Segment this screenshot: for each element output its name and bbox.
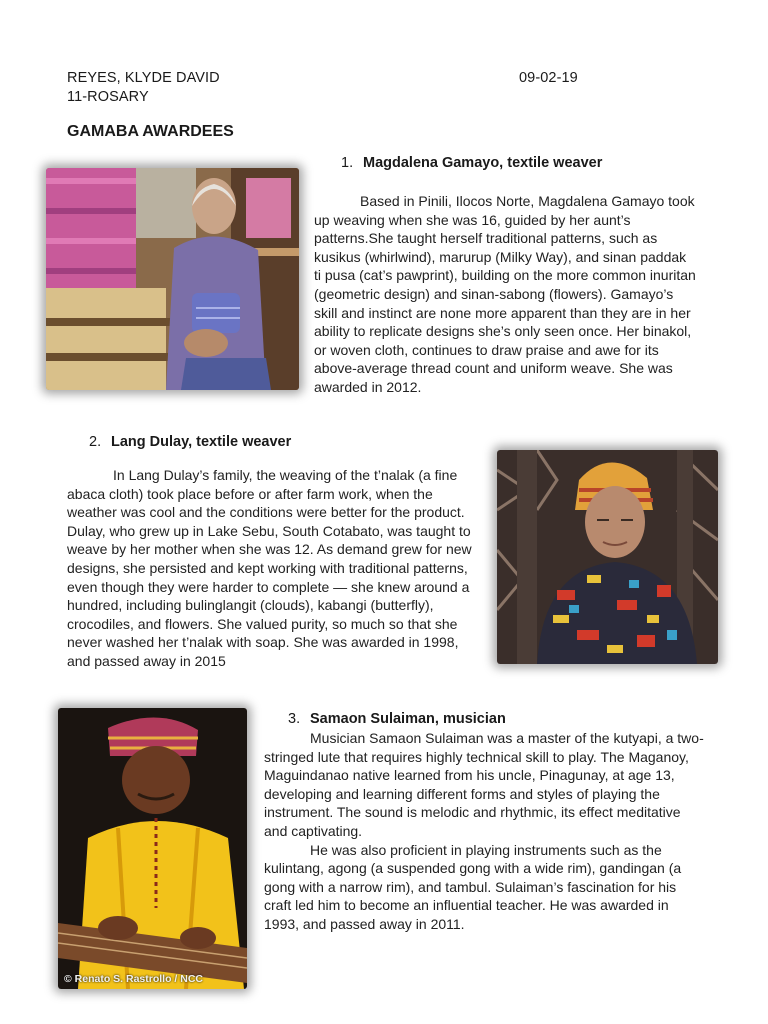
- awardee-heading: [341, 155, 602, 171]
- student-name: REYES, KLYDE DAVID: [67, 70, 220, 86]
- paragraph: In Lang Dulay’s family, the weaving of the t’nalak (a fine abaca cloth) took place before or after farm work, when the weather was cool and the conditions were better for the product. Dulay, who grew up in Lake Sebu, South Cotabato, was taught to weave by her mother when she was 12. As demand grew for new designs, she persisted and kept working with traditional patterns, even though they were harder to complete — she knew around a hundred, including bulinglangit (clouds), kabangi (butterfly), crocodiles, and flowers. She valued purity, so much so that she never washed her t’nalak with soap. She was awarded in 1998, and passed away in 2015: [67, 467, 472, 669]
- awardee-description: [67, 466, 479, 671]
- page-title: GAMABA AWARDEES: [67, 123, 234, 140]
- portrait-tnalak-weaver-icon: [497, 450, 718, 664]
- portrait-weaver-icon: [46, 168, 299, 390]
- gamayo-photo: [46, 168, 299, 390]
- sulaiman-photo: [58, 708, 247, 989]
- date: 09-02-19: [519, 70, 578, 86]
- portrait-kutyapi-player-icon: [58, 708, 247, 989]
- awardee-description: [314, 192, 696, 397]
- paragraph: He was also proficient in playing instruments such as the kulintang, agong (a suspended gong with a wide rim), gandingan (a gong with a narrow rim), and tambul. Sulaiman’s fascination for his craft led him to become an influential teacher. He was awarded in 1993, and passed away in 2011.: [264, 841, 682, 932]
- awardee-number: 2.: [89, 434, 102, 450]
- awardee-number: 1.: [341, 155, 354, 171]
- awardee-number: 3.: [288, 711, 301, 727]
- class-section: 11-ROSARY: [67, 89, 149, 105]
- awardee-name: Magdalena Gamayo, textile weaver: [363, 155, 603, 171]
- paragraph: Based in Pinili, Ilocos Norte, Magdalena Gamayo took up weaving when she was 16, guided by her aunt’s patterns.She taught herself traditional patterns, such as kusikus (whirlwind), marurup (Milky Way), and sinan paddak ti pusa (cat’s pawprint), building on the more common inuritan (geometric design) and sinan-sabong (flowers). Gamayo’s skill and instinct are none more apparent than they are in her ability to replicate designs she’s only seen once. Her binakol, or woven cloth, continues to draw praise and awe for its above-average thread count and uniform weave. She was awarded in 2012.: [314, 193, 696, 395]
- paragraph: Musician Samaon Sulaiman was a master of the kutyapi, a two-stringed lute that requires highly technical skill to play. The Maganoy, Maguindanao native learned from his uncle, Pinagunay, at age 13, developing and learning different forms and styles of playing the instrument. The sound is melodic and rhythmic, its effect meditative and captivating.: [264, 730, 704, 839]
- awardee-name: Samaon Sulaiman, musician: [310, 711, 506, 727]
- awardee-description: [264, 729, 704, 934]
- awardee-name: Lang Dulay, textile weaver: [111, 434, 292, 450]
- dulay-photo: [497, 450, 718, 664]
- awardee-heading: [288, 711, 506, 727]
- photo-credit: © Renato S. Rastrollo / NCC: [64, 973, 204, 985]
- awardee-heading: [89, 434, 291, 450]
